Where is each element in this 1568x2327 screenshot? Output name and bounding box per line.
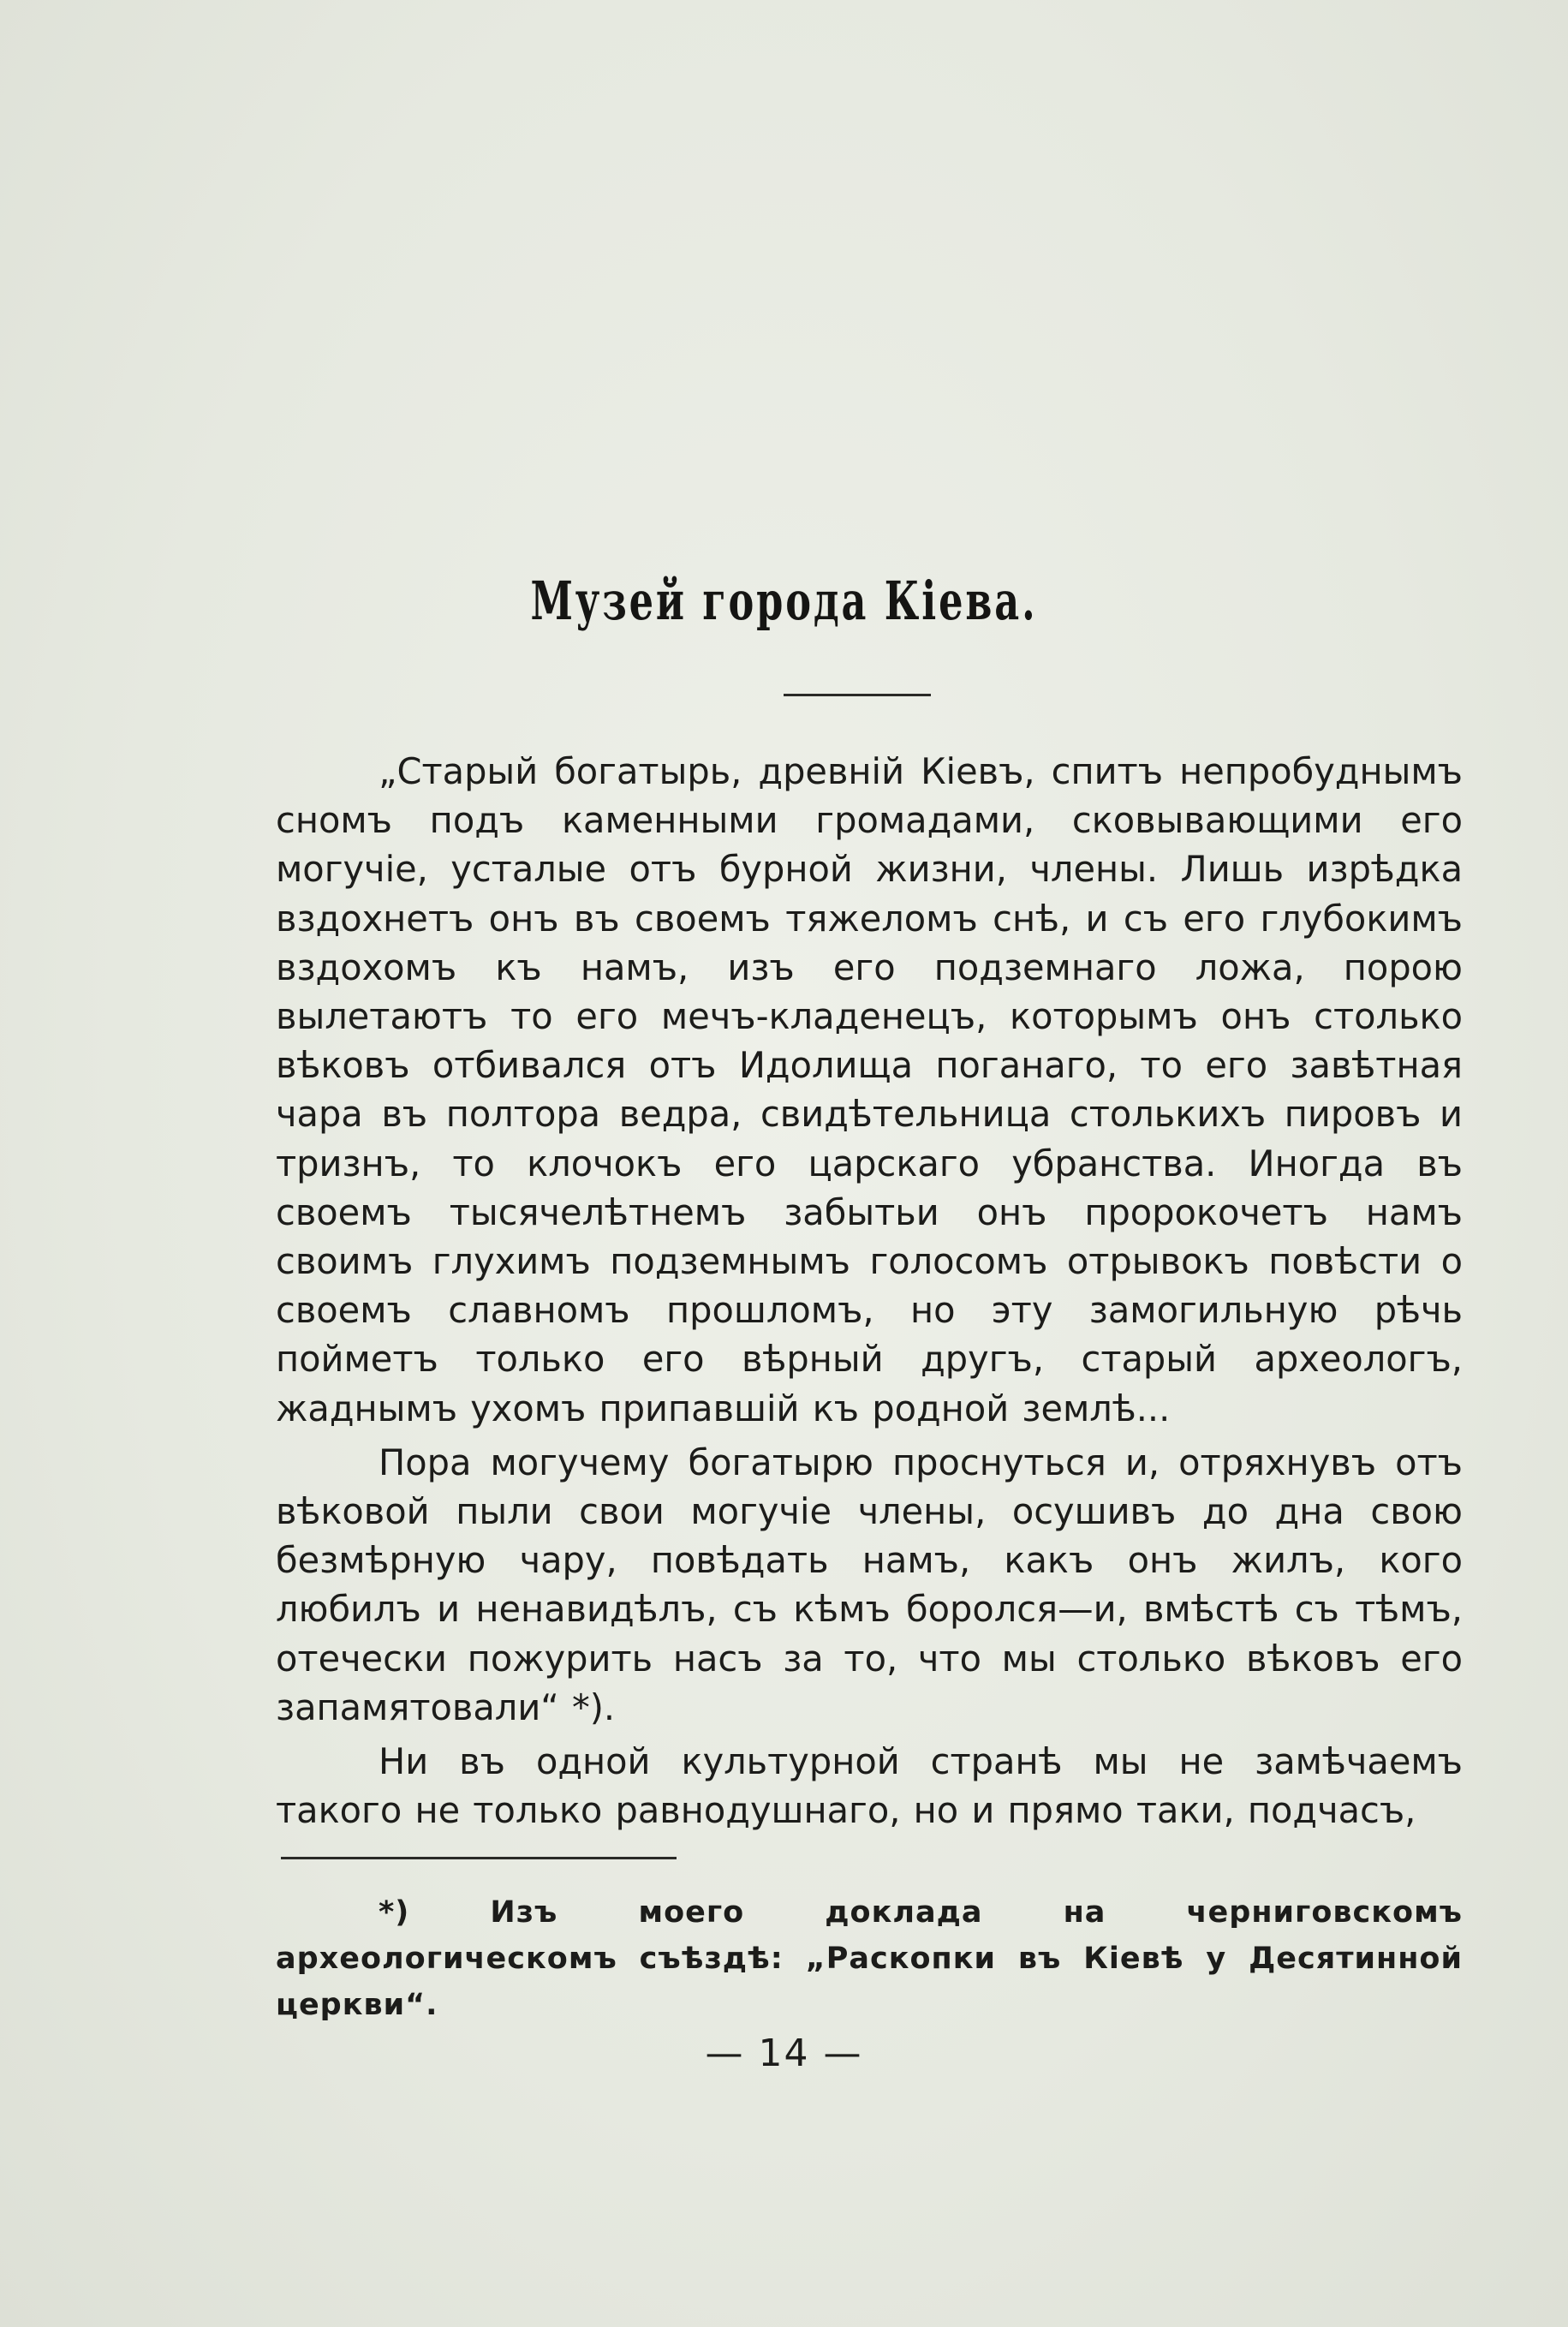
footnote [276, 1889, 1463, 2028]
chapter-title: Музей города Кіева. [530, 570, 1038, 632]
paragraph-3: Ни въ одной культурной странѣ мы не замѣчаемъ такого не только равнодушнаго, но и прямо таки, подчасъ, [276, 1740, 1463, 1832]
paragraph-1: „Старый богатырь, древній Кіевъ, спитъ непробуднымъ сномъ подъ каменными громадами, сковывающими его могучіе, усталые отъ бурной жизни, члены. Лишь изрѣдка вздохнетъ онъ въ своемъ тяжеломъ снѣ, и съ его глубокимъ вздохомъ къ намъ, изъ его подземнаго ложа, порою вылетаютъ то его мечъ-кладенецъ, которымъ онъ столько вѣковъ отбивался отъ Идолища поганаго, то его завѣтная чара въ полтора ведра, свидѣтельница столькихъ пировъ и тризнъ, то клочокъ его царскаго убранства. Иногда въ своемъ тысячелѣтнемъ забытьи онъ пророкочетъ намъ своимъ глухимъ подземнымъ голосомъ отрывокъ повѣсти о своемъ славномъ прошломъ, но эту замогильную рѣчь пойметъ только его вѣрный другъ, старый археологъ, жаднымъ ухомъ припавшій къ родной землѣ... [276, 750, 1463, 1429]
page-number: — 14 — [705, 2032, 863, 2075]
footnote-text: *) Изъ моего доклада на черниговскомъ археологическомъ съѣздѣ: „Раскопки въ Кіевѣ у Десятинной церкви“. [276, 1895, 1463, 2022]
footnote-divider [281, 1857, 677, 1859]
paragraph-2: Пора могучему богатырю проснуться и, отряхнувъ отъ вѣковой пыли свои могучіе члены, осушивъ до дна свою безмѣрную чару, повѣдать намъ, какъ онъ жилъ, кого любилъ и ненавидѣлъ, съ кѣмъ боролся—и, вмѣстѣ съ тѣмъ, отечески пожурить насъ за то, что мы столько вѣковъ его запамятовали“ *). [276, 1441, 1463, 1728]
title-divider [784, 694, 931, 696]
main-text [276, 747, 1463, 1835]
